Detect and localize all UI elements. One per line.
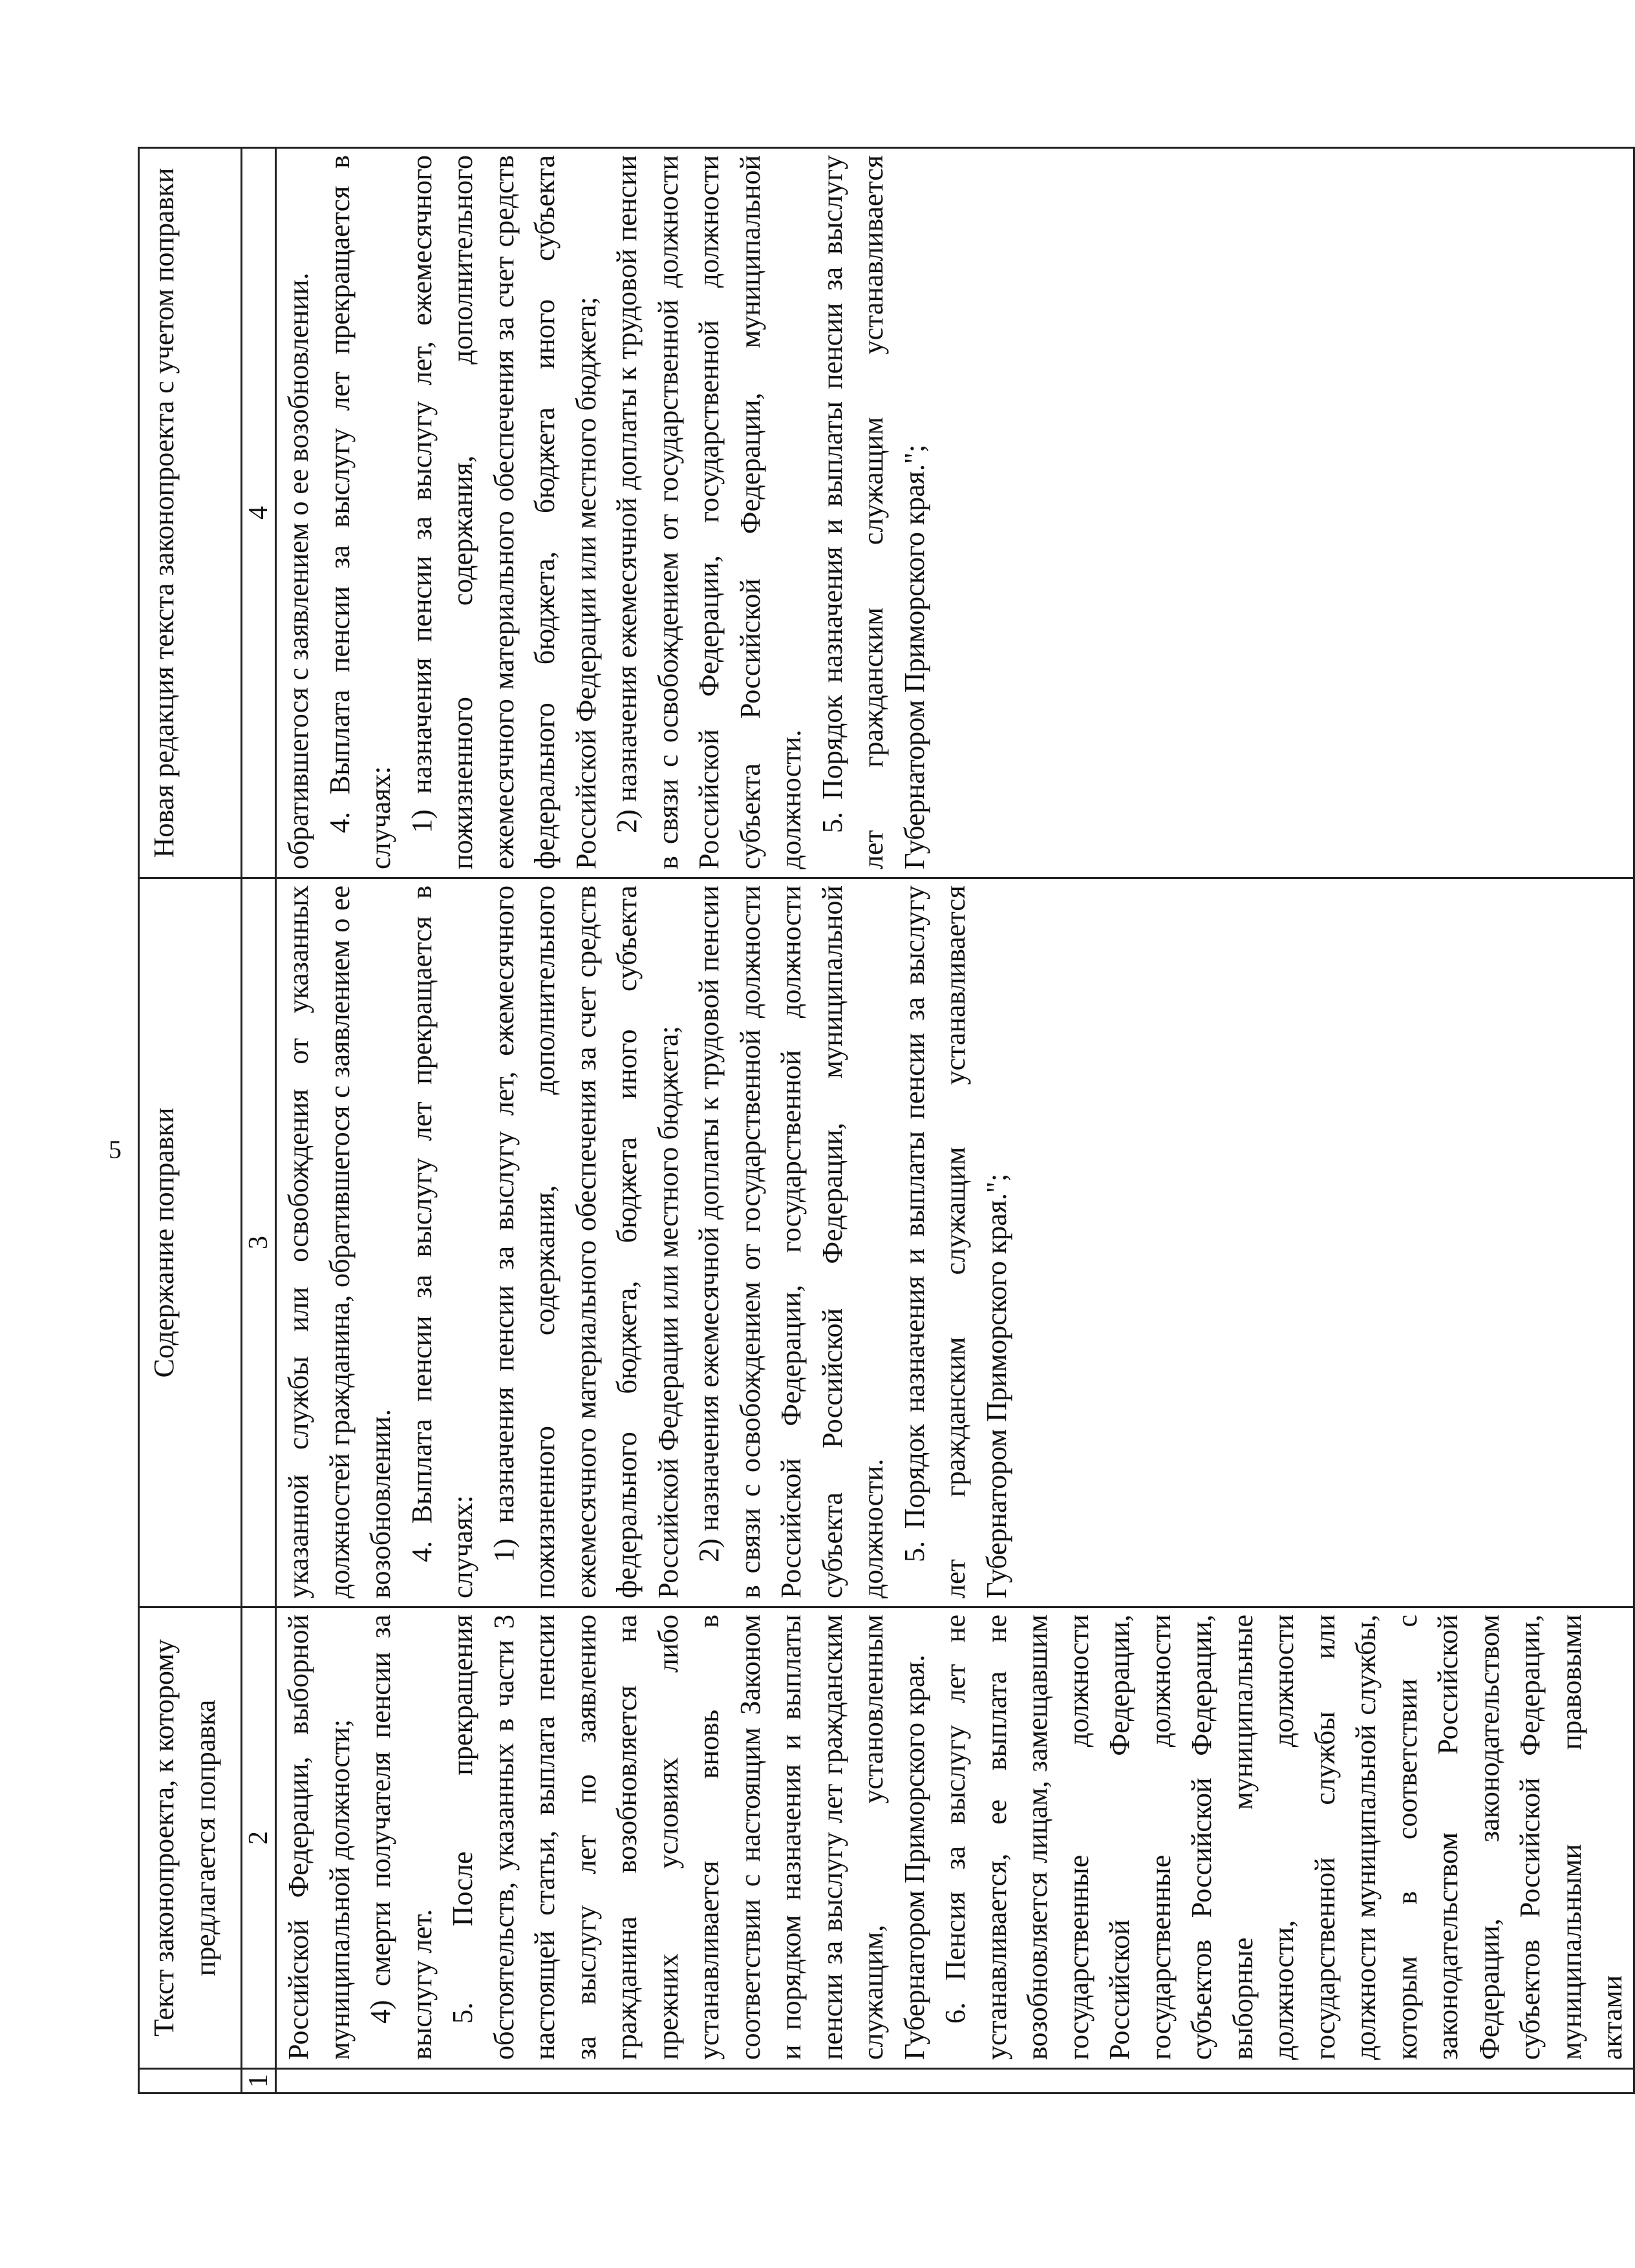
header-col-3: Содержание поправки [139, 878, 242, 1607]
paragraph: 1) назначения пенсии за выслугу лет, ежемесячного пожизненного содержания, дополнительного ежемесячного материального обеспечения за счет средств федерального бюджета, бюджета иного субъекта Российской Федерации или местного бюджета; [405, 155, 602, 869]
law-text-cell [276, 1607, 1634, 2069]
new-edition-cell [276, 148, 1634, 878]
column-number-row [242, 148, 276, 2093]
paragraph: 5. Порядок назначения и выплаты пенсии за выслугу лет гражданским служащим устанавливается Губернатором Приморского края."; [898, 885, 1012, 1598]
paragraph: 6. Пенсия за выслугу лет не устанавливается, ее выплата не возобновляется лицам, замещавшим государственные должности Российской Федерации, государственные должности субъектов Российской Федерации, выборные муниципальные должности, должности государственной службы или должности муниципальной службы, которым в соответствии с законодательством Российской Федерации, законодательством субъектов Российской Федерации, муниципальными правовыми актами [939, 1615, 1628, 2060]
amendments-table [138, 147, 1635, 2094]
paragraph: 5. После прекращения обстоятельств, указанных в части 3 настоящей статьи, выплата пенсии за выслугу лет по заявлению гражданина возобновляется на прежних условиях либо устанавливается вновь в соответствии с настоящим Законом и порядком назначения и выплаты пенсии за выслугу лет гражданским служащим, установленным Губернатором Приморского края. [447, 1615, 930, 2060]
header-col-1 [139, 2069, 242, 2093]
paragraph: Российской Федерации, выборной муниципальной должности; [283, 1615, 356, 2060]
amendment-content-cell [276, 878, 1634, 1607]
column-number-1: 1 [242, 2069, 276, 2093]
paragraph: указанной службы или освобождения от указанных должностей гражданина, обратившегося с заявлением о ее возобновлении. [283, 885, 396, 1598]
header-col-2: Текст законопроекта, к которому предлагается поправка [139, 1607, 242, 2069]
header-col-4: Новая редакция текста законопроекта с учетом поправки [139, 148, 242, 878]
page-number: 5 [109, 1135, 122, 1164]
paragraph: 4. Выплата пенсии за выслугу лет прекращается в случаях: [323, 155, 396, 869]
paragraph: 4. Выплата пенсии за выслугу лет прекращается в случаях: [405, 885, 478, 1598]
rotated-page [138, 149, 1628, 2094]
paragraph: 5. Порядок назначения и выплаты пенсии за выслугу лет гражданским служащим устанавливается Губернатором Приморского края."; [816, 155, 930, 869]
paragraph: обратившегося с заявлением о ее возобновлении. [283, 272, 314, 869]
paragraph: 2) назначения ежемесячной доплаты к трудовой пенсии в связи с освобождением от государственной должности Российской Федерации, государственной должности субъекта Российской Федерации, муниципальной должности. [611, 155, 807, 869]
content-row [276, 148, 1634, 2093]
row-number-cell [276, 2069, 1634, 2093]
paragraph: 1) назначения пенсии за выслугу лет, ежемесячного пожизненного содержания, дополнительного ежемесячного материального обеспечения за счет средств федерального бюджета, бюджета иного субъекта Российской Федерации или местного бюджета; [487, 885, 684, 1598]
column-number-2: 2 [242, 1607, 276, 2069]
header-row [139, 148, 242, 2093]
paragraph: 4) смерти получателя пенсии за выслугу лет. [365, 1615, 438, 2060]
column-number-4: 4 [242, 148, 276, 878]
column-number-3: 3 [242, 878, 276, 1607]
paragraph: 2) назначения ежемесячной доплаты к трудовой пенсии в связи с освобождением от государственной должности Российской Федерации, государственной должности субъекта Российской Федерации, муниципальной должности. [693, 885, 889, 1598]
